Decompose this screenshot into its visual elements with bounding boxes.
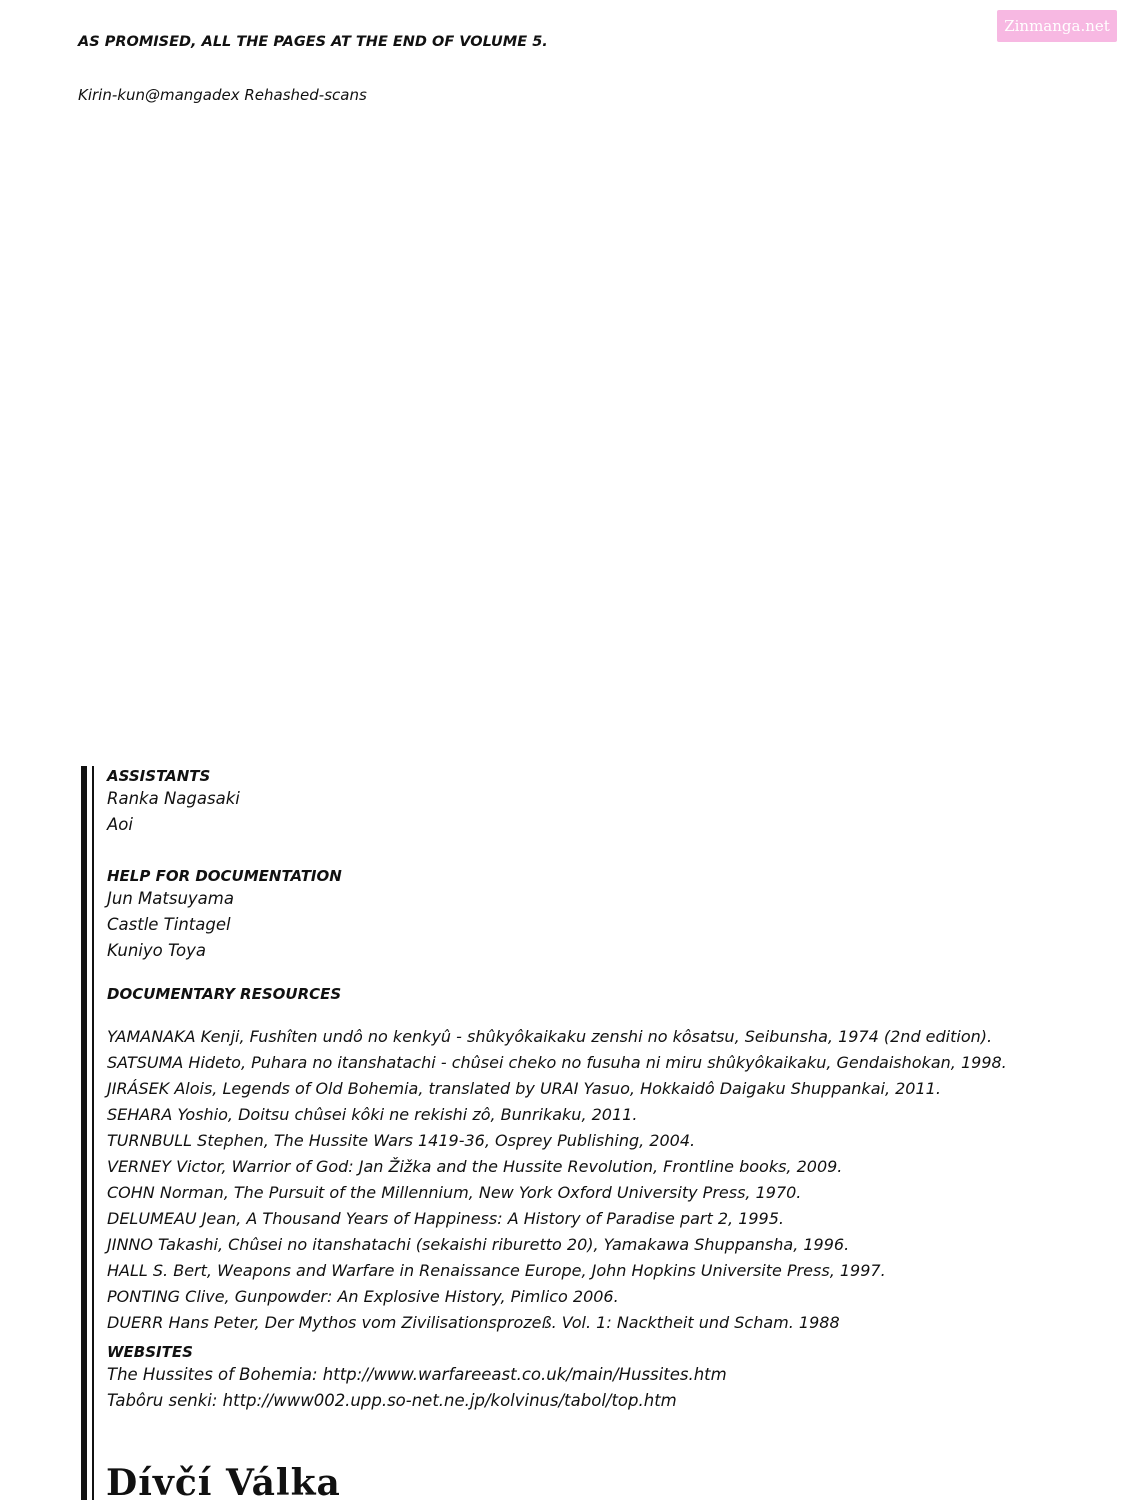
resources-heading: DOCUMENTARY RESOURCES <box>107 985 342 1003</box>
bibliography-entry: HALL S. Bert, Weapons and Warfare in Renaissance Europe, John Hopkins Universite Press, 1997. <box>107 1261 886 1280</box>
website-entry: The Hussites of Bohemia: http://www.warfareeast.co.uk/main/Hussites.htm <box>107 1365 727 1384</box>
assistant-name: Ranka Nagasaki <box>107 789 240 808</box>
bibliography-entry: JIRÁSEK Alois, Legends of Old Bohemia, translated by URAI Yasuo, Hokkaidô Daigaku Shuppankai, 2011. <box>107 1079 941 1098</box>
bibliography-entry: COHN Norman, The Pursuit of the Millennium, New York Oxford University Press, 1970. <box>107 1183 802 1202</box>
bibliography-entry: DELUMEAU Jean, A Thousand Years of Happiness: A History of Paradise part 2, 1995. <box>107 1209 784 1228</box>
bibliography-list <box>107 1024 1107 1336</box>
documentation-helper: Kuniyo Toya <box>107 941 206 960</box>
documentation-heading: HELP FOR DOCUMENTATION <box>107 867 342 885</box>
assistant-name: Aoi <box>107 815 133 834</box>
series-title-logo: Dívčí Válka <box>106 1462 341 1504</box>
vertical-rule-thin <box>92 766 94 1500</box>
assistants-heading: ASSISTANTS <box>107 767 211 785</box>
bibliography-entry: TURNBULL Stephen, The Hussite Wars 1419-36, Osprey Publishing, 2004. <box>107 1131 696 1150</box>
bibliography-entry: SATSUMA Hideto, Puhara no itanshatachi - chûsei cheko no fusuha ni miru shûkyôkaikaku, Gendaishokan, 1998. <box>107 1053 1007 1072</box>
scanlator-credit: Kirin-kun@mangadex Rehashed-scans <box>78 86 367 104</box>
watermark-badge: Zinmanga.net <box>997 10 1117 42</box>
bibliography-entry: DUERR Hans Peter, Der Mythos vom Zivilisationsprozeß. Vol. 1: Nacktheit und Scham. 1988 <box>107 1313 840 1332</box>
websites-heading: WEBSITES <box>107 1343 193 1361</box>
bibliography-entry: SEHARA Yoshio, Doitsu chûsei kôki ne rekishi zô, Bunrikaku, 2011. <box>107 1105 638 1124</box>
credits-block <box>107 766 1107 1414</box>
scanlator-note: AS PROMISED, ALL THE PAGES AT THE END OF VOLUME 5. <box>78 34 548 50</box>
documentation-helper: Jun Matsuyama <box>107 889 234 908</box>
bibliography-entry: PONTING Clive, Gunpowder: An Explosive History, Pimlico 2006. <box>107 1287 619 1306</box>
bibliography-entry: YAMANAKA Kenji, Fushîten undô no kenkyû - shûkyôkaikaku zenshi no kôsatsu, Seibunsha, 1974 (2nd edition). <box>107 1027 993 1046</box>
documentation-helper: Castle Tintagel <box>107 915 231 934</box>
website-entry: Tabôru senki: http://www002.upp.so-net.ne.jp/kolvinus/tabol/top.htm <box>107 1391 677 1410</box>
bibliography-entry: JINNO Takashi, Chûsei no itanshatachi (sekaishi riburetto 20), Yamakawa Shuppansha, 1996. <box>107 1235 850 1254</box>
vertical-rule-thick <box>81 766 87 1500</box>
bibliography-entry: VERNEY Victor, Warrior of God: Jan Žižka and the Hussite Revolution, Frontline books, 2009. <box>107 1157 843 1176</box>
